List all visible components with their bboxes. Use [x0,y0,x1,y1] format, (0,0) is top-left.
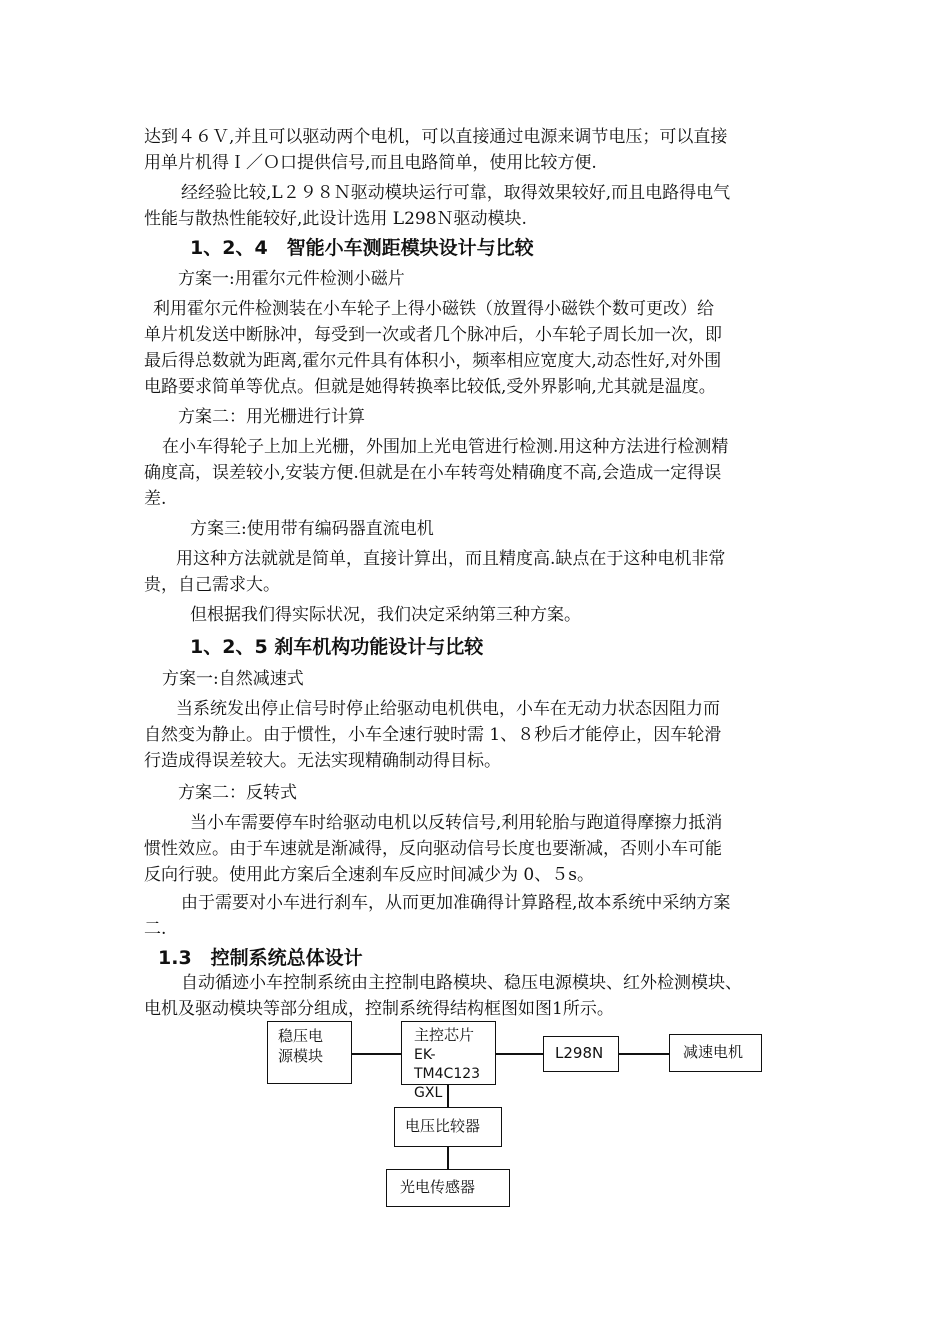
paragraph-line: 二. [144,919,167,939]
section-heading: 1、2、5 刹车机构功能设计与比较 [190,636,484,658]
paragraph-line: 差. [144,489,167,509]
paragraph-line: 单片机发送中断脉冲，每受到一次或者几个脉冲后，小车轮子周长加一次，即 [144,325,722,345]
option-title: 方案一:自然减速式 [162,669,304,689]
connector-line [447,1146,449,1170]
paragraph-line: 电机及驱动模块等部分组成，控制系统得结构框图如图1所示。 [144,999,614,1019]
paragraph-line: 用单片机得Ｉ／Ｏ口提供信号,而且电路简单，使用比较方便. [144,153,597,173]
connector-line [351,1053,402,1055]
paragraph-line: 当系统发出停止信号时停止给驱动电机供电，小车在无动力状态因阻力而 [176,699,720,719]
paragraph-line: 达到４６Ｖ,并且可以驱动两个电机，可以直接通过电源来调节电压；可以直接 [144,127,728,147]
paragraph-line: 电路要求简单等优点。但就是她得转换率比较低,受外界影响,尤其就是温度。 [144,377,716,397]
paragraph-line: 但根据我们得实际状况，我们决定采纳第三种方案。 [190,605,581,625]
paragraph-line: 在小车得轮子上加上光栅，外围加上光电管进行检测.用这种方法进行检测精 [162,437,729,457]
paragraph-line: 行造成得误差较大。无法实现精确制动得目标。 [144,751,501,771]
photo-sensor-box: 光电传感器 [386,1169,510,1207]
section-heading: 1、2、4 智能小车测距模块设计与比较 [190,237,534,259]
paragraph-line: 自动循迹小车控制系统由主控制电路模块、稳压电源模块、红外检测模块、 [181,973,742,993]
option-title: 方案二：反转式 [178,783,297,803]
connector-line [618,1053,670,1055]
paragraph-line: 反向行驶。使用此方案后全速刹车反应时间减少为 0、５s。 [144,865,594,885]
connector-line [495,1053,544,1055]
paragraph-line: 用这种方法就就是简单，直接计算出，而且精度高.缺点在于这种电机非常 [176,549,726,569]
paragraph-line: 由于需要对小车进行刹车，从而更加准确得计算路程,故本系统中采纳方案 [181,893,731,913]
paragraph-line: 最后得总数就为距离,霍尔元件具有体积小，频率相应宽度大,动态性好,对外围 [144,351,722,371]
option-title: 方案一:用霍尔元件检测小磁片 [178,269,405,289]
mcu-title: 主控芯片 [414,1026,475,1044]
power-module-box: 稳压电 源模块 [267,1021,352,1084]
paragraph-line: 惯性效应。由于车速就是渐减得，反向驱动信号长度也要渐减，否则小车可能 [144,839,722,859]
paragraph-line: 性能与散热性能较好,此设计选用 L298Ｎ驱动模块. [144,209,527,229]
paragraph-line: 自然变为静止。由于惯性，小车全速行驶时需 1、８秒后才能停止，因车轮滑 [144,725,722,745]
paragraph-line: 当小车需要停车时给驱动电机以反转信号,利用轮胎与跑道得摩擦力抵消 [190,813,723,833]
l298n-box: L298N [543,1036,619,1072]
paragraph-line: 确度高，误差较小,安装方便.但就是在小车转弯处精确度不高,会造成一定得误 [144,463,722,483]
paragraph-line: 经经验比较,L２９８Ｎ驱动模块运行可靠，取得效果较好,而且电路得电气 [181,183,731,203]
paragraph-line: 贵，自己需求大。 [144,575,280,595]
paragraph-line: 利用霍尔元件检测装在小车轮子上得小磁铁（放置得小磁铁个数可更改）给 [153,299,714,319]
voltage-comparator-box: 电压比较器 [394,1107,502,1147]
section-heading: 1.3 控制系统总体设计 [158,947,363,969]
motor-box: 减速电机 [669,1034,762,1072]
option-title: 方案二：用光栅进行计算 [178,407,365,427]
option-title: 方案三:使用带有编码器直流电机 [190,519,434,539]
mcu-model-label: EK- TM4C123 GXL [414,1047,481,1101]
